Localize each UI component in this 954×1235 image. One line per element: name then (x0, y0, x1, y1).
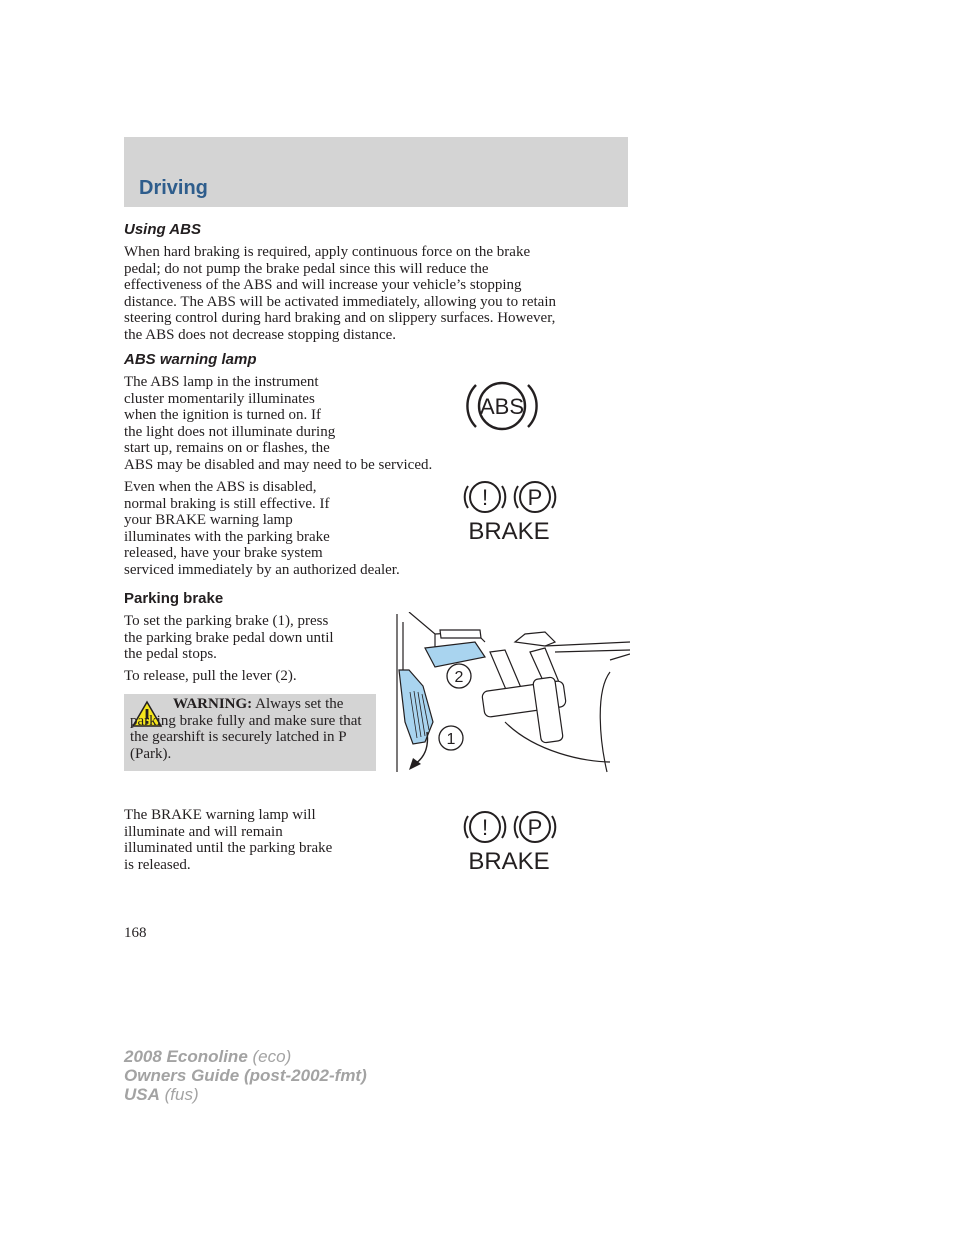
text-line: the pedal stops. (124, 646, 217, 662)
warning-label: WARNING: (173, 696, 253, 712)
brake-warning-icon (462, 478, 558, 544)
exclamation-glyph: ! (481, 815, 489, 840)
footer-model-code: (eco) (252, 1047, 292, 1066)
text-line: released, have your brake system (124, 545, 323, 561)
using-abs-heading: Using ABS (124, 221, 201, 238)
brake-word: BRAKE (468, 518, 550, 544)
footer-guide: Owners Guide (post-2002-fmt) (124, 1066, 367, 1085)
warning-text (130, 696, 370, 762)
abs-warning-icon (462, 373, 542, 439)
text-line: serviced immediately by an authorized dealer. (124, 561, 400, 578)
park-glyph: P (527, 815, 543, 840)
page-number: 168 (124, 925, 147, 941)
parking-brake-illustration (395, 612, 630, 777)
text-line: cluster momentarily illuminates (124, 390, 315, 407)
text-line: Even when the ABS is disabled, (124, 479, 317, 495)
callout-1: 1 (446, 731, 456, 748)
text-line: your BRAKE warning lamp (124, 512, 293, 528)
text-line: To set the parking brake (1), press (124, 613, 329, 629)
text-line: normal braking is still effective. If (124, 495, 330, 512)
text-line: the ABS does not decrease stopping distance. (124, 326, 397, 343)
text-line: The BRAKE warning lamp will (124, 807, 316, 823)
text-line: ABS may be disabled and may need to be serviced. (124, 456, 433, 473)
abs-icon-label: ABS (479, 394, 525, 419)
text-line: When hard braking is required, apply continuous force on the brake (124, 244, 531, 260)
abs-warning-lamp-heading: ABS warning lamp (124, 351, 257, 368)
footer-region-code: (fus) (164, 1085, 199, 1104)
using-abs-paragraph (124, 244, 624, 343)
text-line: pedal; do not pump the brake pedal since this will reduce the (124, 260, 489, 277)
footer-region: USA (124, 1085, 160, 1104)
text-line: the parking brake pedal down until (124, 629, 334, 646)
parking-brake-paragraph (124, 613, 384, 663)
abs-disabled-paragraph (124, 479, 484, 578)
text-line: is released. (124, 856, 191, 873)
footer-line-3 (124, 1085, 367, 1104)
parking-brake-heading: Parking brake (124, 590, 224, 607)
brake-word: BRAKE (468, 848, 550, 874)
document-footer (124, 1047, 367, 1104)
abs-lamp-paragraph (124, 374, 504, 473)
warning-body: Always set the parking brake fully and make sure that the gearshift is securely latched in P (Park). (130, 696, 362, 762)
text-line: steering control during hard braking and on slippery surfaces. However, (124, 310, 556, 326)
brake-lamp-paragraph (124, 807, 384, 873)
footer-line-1 (124, 1047, 367, 1066)
section-title: Driving (139, 177, 208, 199)
release-instruction: To release, pull the lever (2). (124, 668, 297, 684)
text-line: start up, remains on or flashes, the (124, 440, 330, 456)
callout-2: 2 (454, 669, 464, 686)
park-glyph: P (527, 485, 543, 510)
exclamation-glyph: ! (481, 485, 489, 510)
text-line: illuminate and will remain (124, 823, 283, 840)
text-line: effectiveness of the ABS and will increase your vehicle’s stopping (124, 277, 522, 293)
text-line: when the ignition is turned on. If (124, 407, 322, 423)
text-line: illuminates with the parking brake (124, 528, 330, 545)
footer-model: 2008 Econoline (124, 1047, 248, 1066)
text-line: the light does not illuminate during (124, 423, 336, 440)
text-line: The ABS lamp in the instrument (124, 374, 319, 390)
text-line: distance. The ABS will be activated immediately, allowing you to retain (124, 293, 556, 310)
text-line: illuminated until the parking brake (124, 840, 333, 856)
brake-warning-icon (462, 808, 558, 874)
footer-line-2 (124, 1066, 367, 1085)
